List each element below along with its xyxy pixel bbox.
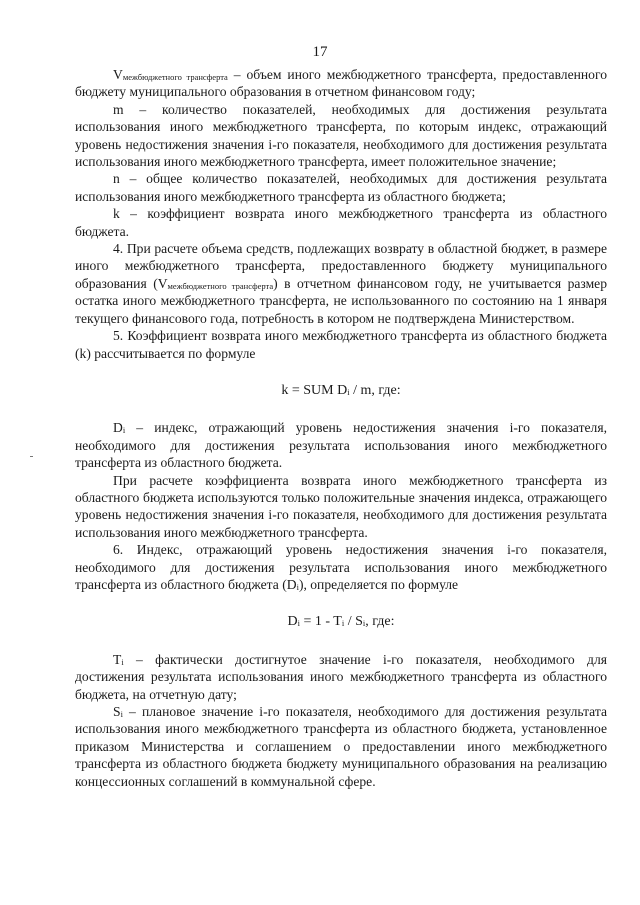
paragraph-ti-definition: $T_i$ – фактически достигнутое значение i-го показателя, необходимого для достижения результата использования иного межбюджетного трансферта из областного бюджета, на отчетную дату; xyxy=(75,651,607,702)
paragraph-clause-5: 5. Коэффициент возврата иного межбюджетного трансферта из областного бюджета (k) рассчитывается по формуле xyxy=(75,328,607,361)
page-number: 17 xyxy=(312,44,328,60)
paragraph-k-definition: k – коэффициент возврата иного межбюджетного трансферта из областного бюджета. xyxy=(75,206,607,239)
paragraph-di-definition: $D_i$ – индекс, отражающий уровень недостижения значения i-го показателя, необходимого для достижения результата использования иного межбюджетного трансферта из областного бюджета. xyxy=(75,420,607,471)
formula-k: k = SUM $D_i$ / m, где: xyxy=(281,382,401,398)
document-body xyxy=(75,66,607,790)
paragraph-clause-6: 6. Индекс, отражающий уровень недостижения значения i-го показателя, необходимого для достижения результата использования иного межбюджетного трансферта из областного бюджета $(D_i)$, определяется по формуле xyxy=(75,542,607,592)
paragraph-v-definition: $V_{межбюджетного трансферта}$ – объем иного межбюджетного трансферта, предоставленного бюджету муниципального образования в отчетном финансовом году; xyxy=(75,67,608,100)
paragraph-n-definition: n – общее количество показателей, необходимых для достижения результата использования иного межбюджетного трансферта из областного бюджета; xyxy=(75,171,607,204)
scan-mark xyxy=(30,456,33,457)
paragraph-clause-4: 4. При расчете объема средств, подлежащих возврату в областной бюджет, в размере иного межбюджетного трансферта, предоставленного бюджету муниципального образования $(V_{межбюджетного трансферта})$ в отчетном финансовом году, не учитывается размер остатка иного межбюджетного трансферта, не использованного по состоянию на 1 января текущего финансового года, потребность в котором не подтверждена Министерством. xyxy=(75,241,608,326)
paragraph-si-definition: $S_i$ – плановое значение i-го показателя, необходимого для достижения результата использования иного межбюджетного трансферта из областного бюджета, установленное приказом Министерства и соглашением о предоставлении иного межбюджетного трансферта из областного бюджета бюджету муниципального образования на реализацию концессионных соглашений в коммунальной сфере. xyxy=(75,704,607,789)
paragraph-m-definition: m – количество показателей, необходимых для достижения результата использования иного межбюджетного трансферта, по которым индекс, отражающий уровень недостижения значения i-го показателя, необходимого для достижения результата использования иного межбюджетного трансферта, имеет положительное значение; xyxy=(75,101,607,170)
paragraph-positive-values: При расчете коэффициента возврата иного межбюджетного трансферта из областного бюджета используются только положительные значения индекса, отражающего уровень недостижения значения i-го показателя, необходимого для достижения результата использования иного межбюджетного трансферта. xyxy=(75,472,607,540)
formula-di: $D_i = 1 - T_i / S_i$, где: xyxy=(287,614,395,630)
